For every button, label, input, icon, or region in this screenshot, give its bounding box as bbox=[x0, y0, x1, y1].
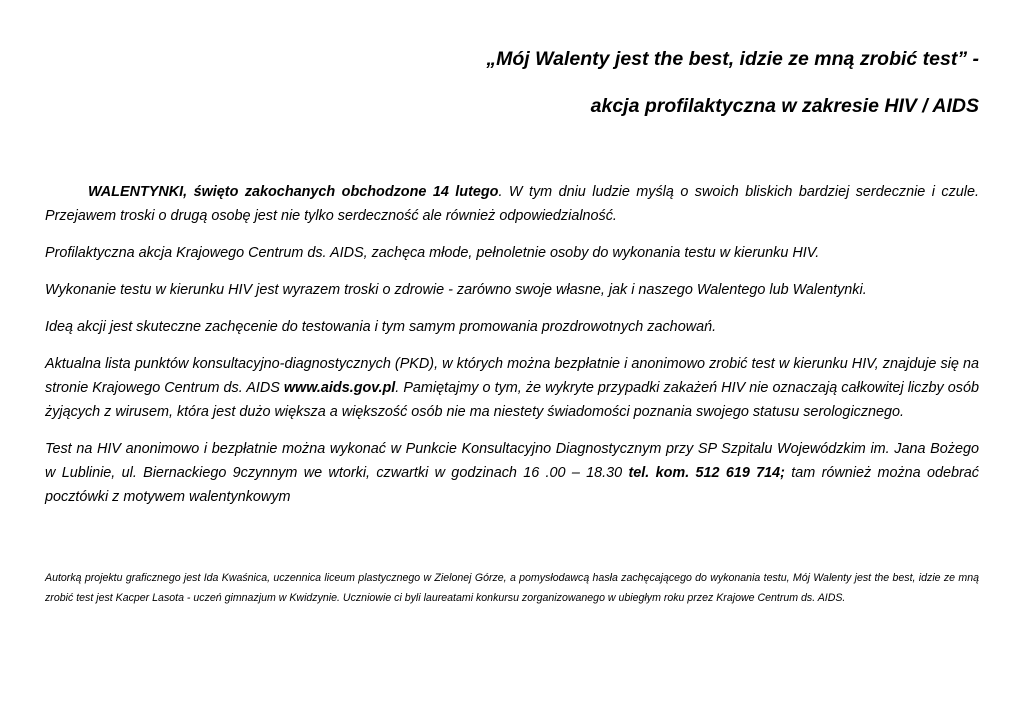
intro-text: . W tym dniu ludzie myślą o swoich bliskich bardziej serdecznie i czule. Przejawem troski o drugą osobę jest nie tylko serdeczność ale również odpowiedzialność. bbox=[45, 184, 980, 224]
title-line-2: akcja profilaktyczna w zakresie HIV / AIDS bbox=[590, 95, 979, 117]
document-page bbox=[45, 0, 979, 725]
paragraph-6-text-b: tam również można odebrać pocztówki z motywem walentynkowym bbox=[45, 465, 979, 505]
paragraph-2: Profilaktyczna akcja Krajowego Centrum ds. AIDS, zachęca młode, pełnoletnie osoby do wykonania testu w kierunku HIV. bbox=[45, 245, 820, 261]
title-line-1: „Mój Walenty jest the best, idzie ze mną zrobić test” - bbox=[486, 48, 979, 70]
paragraph-6-text-a: Test na HIV anonimowo i bezpłatnie można wykonać w Punkcie Konsultacyjno Diagnostycznym przy SP Szpitalu Wojewódzkim im. Jana Bożego w Lublinie, ul. Biernackiego 9czynnym we wtorki, czwartki w godzinach 16 .00 – 18.30 bbox=[45, 441, 979, 481]
document-body bbox=[45, 180, 979, 509]
paragraph-5-text-a: Aktualna lista punktów konsultacyjno-diagnostycznych (PKD), w których można bezpłatnie i anonimowo zrobić test w kierunku HIV, znajduje się na stronie Krajowego Centrum ds. AIDS bbox=[45, 356, 979, 396]
paragraph-3: Wykonanie testu w kierunku HIV jest wyrazem troski o zdrowie - zarówno swoje własne, jak i naszego Walentego lub Walentynki. bbox=[45, 282, 867, 298]
paragraph-6 bbox=[45, 437, 979, 509]
paragraph-4: Ideą akcji jest skuteczne zachęcenie do testowania i tym samym promowania prozdrowotnych zachowań. bbox=[45, 319, 717, 335]
paragraph-5 bbox=[45, 352, 979, 424]
footnote: Autorką projektu graficznego jest Ida Kwaśnica, uczennica liceum plastycznego w Zielonej Górze, a pomysłodawcą hasła zachęcającego do wykonania testu, Mój Walenty jest the best, idzie ze mną zrobić test jest Kacper Lasota - uczeń gimnazjum w Kwidzynie. Uczniowie ci byli laureatami konkursu zorganizowanego w ubiegłym roku przez Krajowe Centrum ds. AIDS. bbox=[45, 572, 979, 604]
paragraph-5-text-b: . Pamiętajmy o tym, że wykryte przypadki zakażeń HIV nie oznaczają całkowitej liczby osób żyjących z wirusem, która jest dużo większa a większość osób nie ma niestety świadomości poznania swojego statusu serologicznego. bbox=[45, 380, 979, 420]
phone-number: tel. kom. 512 619 714; bbox=[628, 465, 785, 481]
intro-bold-text: WALENTYNKI, święto zakochanych obchodzone 14 lutego bbox=[88, 184, 499, 200]
paragraph-intro bbox=[45, 180, 979, 228]
website-link[interactable]: www.aids.gov.pl bbox=[283, 380, 396, 396]
